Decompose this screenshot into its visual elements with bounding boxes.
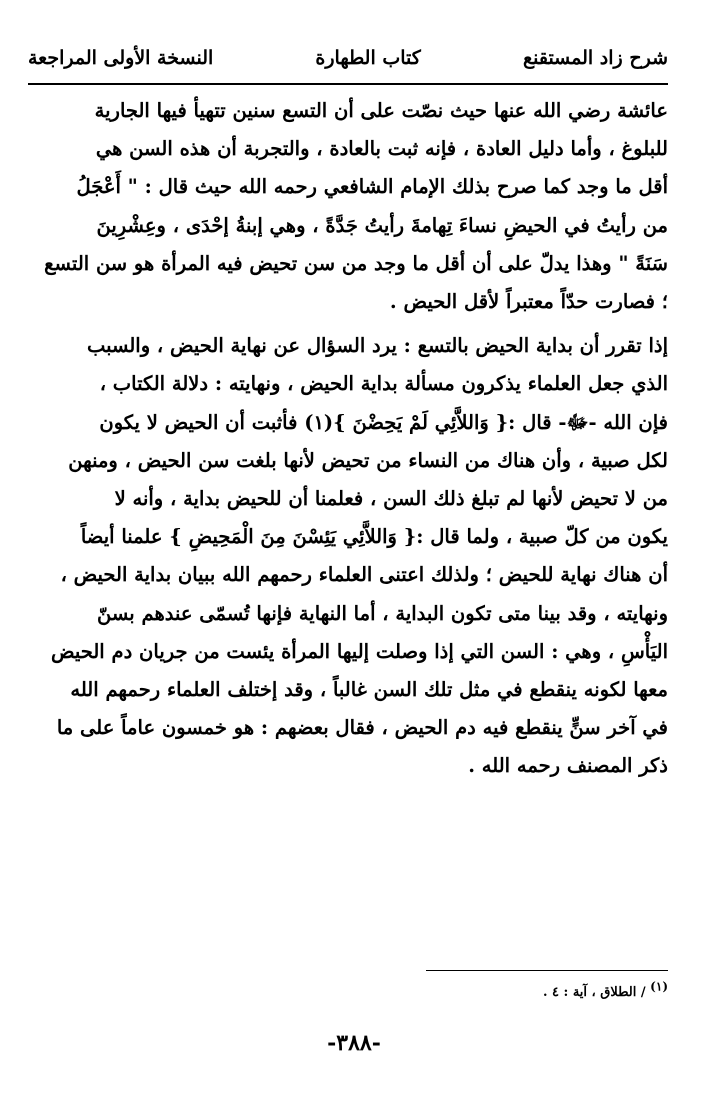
text-line: من رأيتُ في الحيضِ نساءَ تِهامةَ رأيتُ جَدَّةً ، وهي إبنةُ إحْدَى ، وعِشْرِينَ (96, 213, 668, 237)
paragraph-1 (28, 92, 668, 321)
text-line: إذا تقرر أن بداية الحيض بالتسع : يرد السؤال عن نهاية الحيض ، والسبب (86, 334, 668, 358)
text-line: سَنَةً " وهذا يدلّ على أن أقل ما وجد من سن تحيض فيه المرأة هو سن التسع (44, 251, 668, 275)
running-header (28, 38, 668, 78)
text-line: في آخر سنٍّ ينقطع فيه دم الحيض ، فقال بعضهم : هو خمسون عاماً على ما (56, 716, 668, 740)
text-line: للبلوغ ، وأما دليل العادة ، فإنه ثبت بالعادة ، والتجربة أن هذه السن هي (95, 137, 668, 161)
header-divider (28, 83, 668, 85)
header-book-title: شرح زاد المستقنع (522, 47, 668, 69)
footnote-text: / الطلاق ، آية : ٤ . (542, 985, 646, 1000)
footnote-divider (426, 970, 668, 971)
text-line: فإن الله -ﷻ- قال :{ وَاللاَّئِي لَمْ يَحِضْنَ }(١) فأثبت أن الحيض لا يكون (99, 410, 668, 434)
body-text (28, 92, 668, 786)
text-line: عائشة رضي الله عنها حيث نصّت على أن التسع سنين تتهيأ فيها الجارية (94, 99, 668, 122)
header-edition: النسخة الأولى المراجعة (28, 47, 214, 69)
paragraph-2 (28, 327, 668, 785)
text-line: أقل ما وجد كما صرح بذلك الإمام الشافعي رحمه الله حيث قال : " أَعْجَلُ (76, 175, 668, 199)
text-line: لكل صبية ، وأن هناك من النساء من تحيض لأنها بلغت سن الحيض ، ومنهن (68, 448, 668, 472)
text-line: يكون من كلّ صبية ، ولما قال :{ وَاللاَّئِي يَئِسْنَ مِنَ الْمَحِيضِ } علمنا أيضاً (80, 525, 668, 549)
text-line: ذكر المصنف رحمه الله . (468, 754, 668, 778)
text-line: ؛ فصارت حدّاً معتبراً لأقل الحيض . (389, 290, 668, 314)
footnote (542, 979, 668, 1000)
header-chapter: كتاب الطهارة (315, 47, 421, 69)
footnote-marker: (١) (650, 979, 668, 994)
text-line: الذي جعل العلماء يذكرون مسألة بداية الحيض ، ونهايته : دلالة الكتاب ، (99, 372, 668, 396)
text-line: اليَأْسِ ، وهي : السن التي إذا وصلت إليها المرأة يئست من جريان دم الحيض (51, 639, 668, 663)
page-number: -٣٨٨- (327, 1030, 381, 1056)
text-line: ونهايته ، وقد بينا متى تكون البداية ، أما النهاية فإنها تُسمّى عندهم بسنّ (97, 601, 668, 625)
text-line: أن هناك نهاية للحيض ؛ ولذلك اعتنى العلماء رحمهم الله ببيان بداية الحيض ، (60, 563, 668, 587)
text-line: معها لكونه ينقطع في مثل تلك السن غالباً ، وقد إختلف العلماء رحمهم الله (70, 678, 668, 702)
text-line: من لا تحيض لأنها لم تبلغ ذلك السن ، فعلمنا أن للحيض بداية ، وأنه لا (114, 487, 668, 511)
